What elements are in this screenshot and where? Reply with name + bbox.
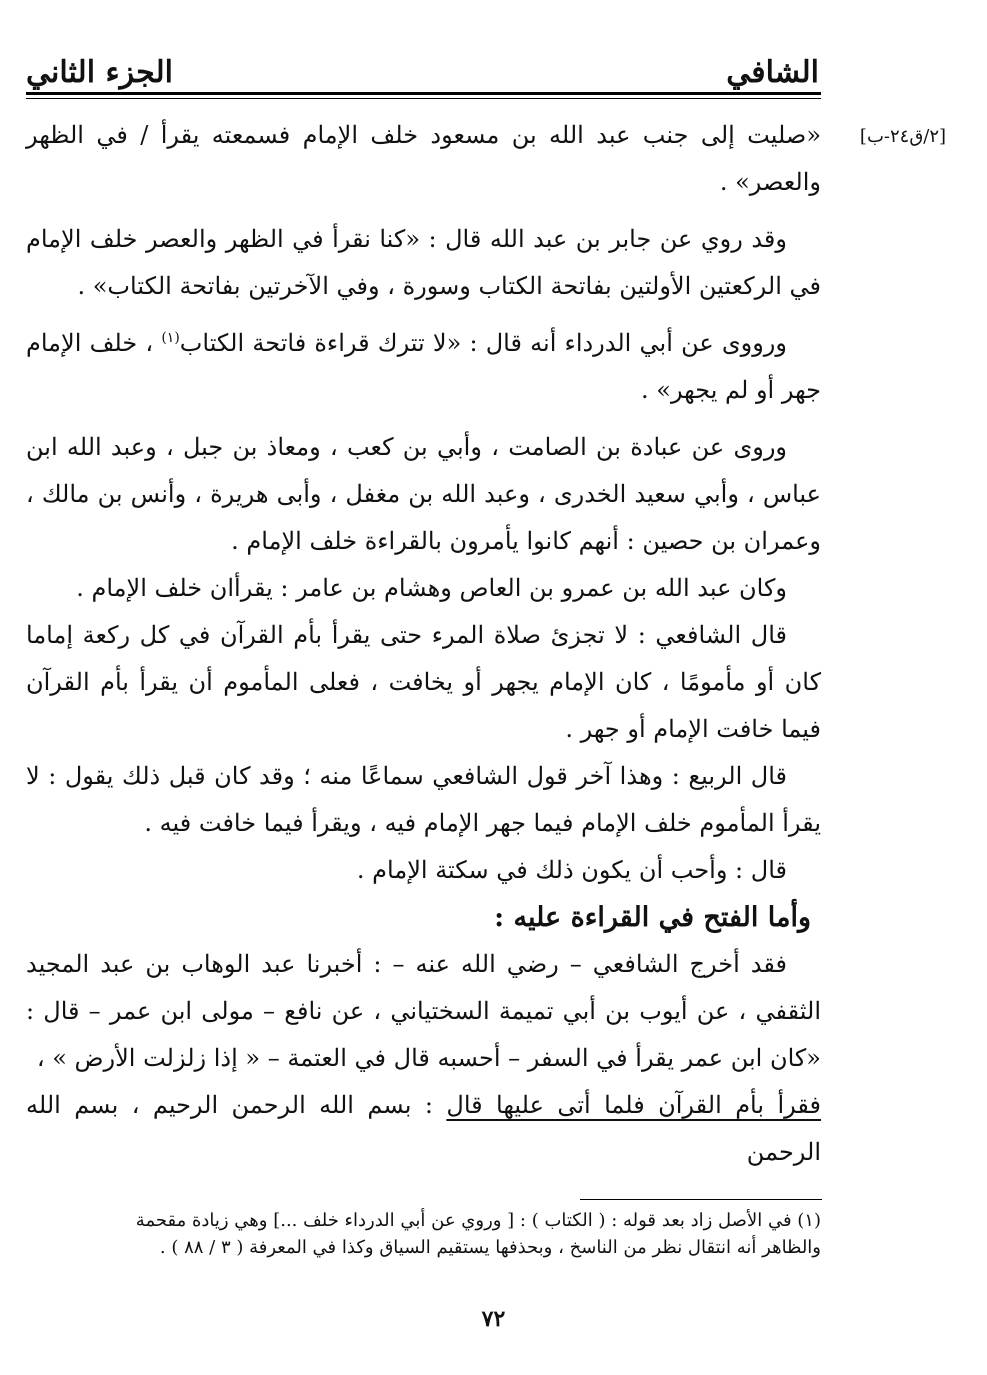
paragraph-10 [26, 1082, 821, 1176]
underlined-phrase: فقرأ بأم القرآن فلما أتى عليها قال [446, 1091, 821, 1119]
section-heading: وأما الفتح في القراءة عليه : [494, 902, 811, 933]
manuscript-folio-note: [٢/ق٢٤-ب] [859, 126, 947, 147]
footnote-line-1: (١) في الأصل زاد بعد قوله : ( الكتاب ) : [ وروي عن أبي الدرداء خلف ...] وهي زيادة مقحمة [135, 1210, 821, 1231]
running-header-book-title: الشافي [726, 55, 819, 90]
page-number: ٧٢ [481, 1306, 506, 1332]
paragraph-1: «صليت إلى جنب عبد الله بن مسعود خلف الإمام فسمعته يقرأ / في الظهر والعصر» . [26, 121, 821, 196]
main-text [26, 112, 821, 1176]
paragraph-8: قال : وأحب أن يكون ذلك في سكتة الإمام . [356, 856, 787, 884]
footnote-reference: (١) [161, 330, 180, 346]
paragraph-4: وروى عن عبادة بن الصامت ، وأبي بن كعب ، ومعاذ بن جبل ، وعبد الله ابن عباس ، وأبي سعيد الخدرى ، وعبد الله بن مغفل ، وأبى هريرة ، وأنس بن مالك ، وعمران بن حصين : أنهم كانوا يأمرون بالقراءة خلف الإمام . [26, 433, 821, 555]
paragraph-6: قال الشافعي : لا تجزئ صلاة المرء حتى يقرأ بأم القرآن في كل ركعة إماما كان أو مأمومًا ، كان الإمام يجهر أو يخافت ، فعلى المأموم أن يقرأ بأم القرآن فيما خافت الإمام أو جهر . [26, 621, 821, 743]
paragraph-3-text: ورووى عن أبي الدرداء أنه قال : «لا تترك قراءة فاتحة الكتاب [179, 329, 787, 357]
paragraph-3 [26, 320, 821, 414]
paragraph-7: قال الربيع : وهذا آخر قول الشافعي سماعًا منه ؛ وقد كان قبل ذلك يقول : لا يقرأ المأموم خلف الإمام فيما جهر الإمام فيه ، ويقرأ فيما خافت فيه . [26, 762, 821, 837]
header-rule-thick [26, 92, 821, 95]
paragraph-3-tail: ، خلف الإمام جهر أو لم يجهر» . [26, 329, 821, 404]
paragraph-9: فقد أخرج الشافعي – رضي الله عنه – : أخبرنا عبد الوهاب بن عبد المجيد الثقفي ، عن أيوب بن أبي تميمة السختياني ، عن نافع – مولى ابن عمر – قال : «كان ابن عمر يقرأ في السفر – أحسبه قال في العتمة – « إذا زلزلت الأرض » ، [26, 950, 821, 1072]
paragraph-5: وكان عبد الله بن عمرو بن العاص وهشام بن عامر : يقرأان خلف الإمام . [76, 574, 787, 602]
footnote [56, 1207, 821, 1261]
paragraph-10-tail: : بسم الله الرحمن الرحيم ، بسم الله الرحمن [26, 1091, 821, 1166]
header-rule-thin [26, 98, 821, 99]
running-header-volume: الجزء الثاني [26, 55, 173, 90]
footnote-separator [580, 1199, 822, 1200]
paragraph-2: وقد روي عن جابر بن عبد الله قال : «كنا نقرأ في الظهر والعصر خلف الإمام في الركعتين الأولتين بفاتحة الكتاب وسورة ، وفي الآخرتين بفاتحة الكتاب» . [26, 225, 821, 300]
footnote-line-2: والظاهر أنه انتقال نظر من الناسخ ، وبحذفها يستقيم السياق وكذا في المعرفة ( ٣ / ٨٨ ) . [159, 1237, 821, 1258]
